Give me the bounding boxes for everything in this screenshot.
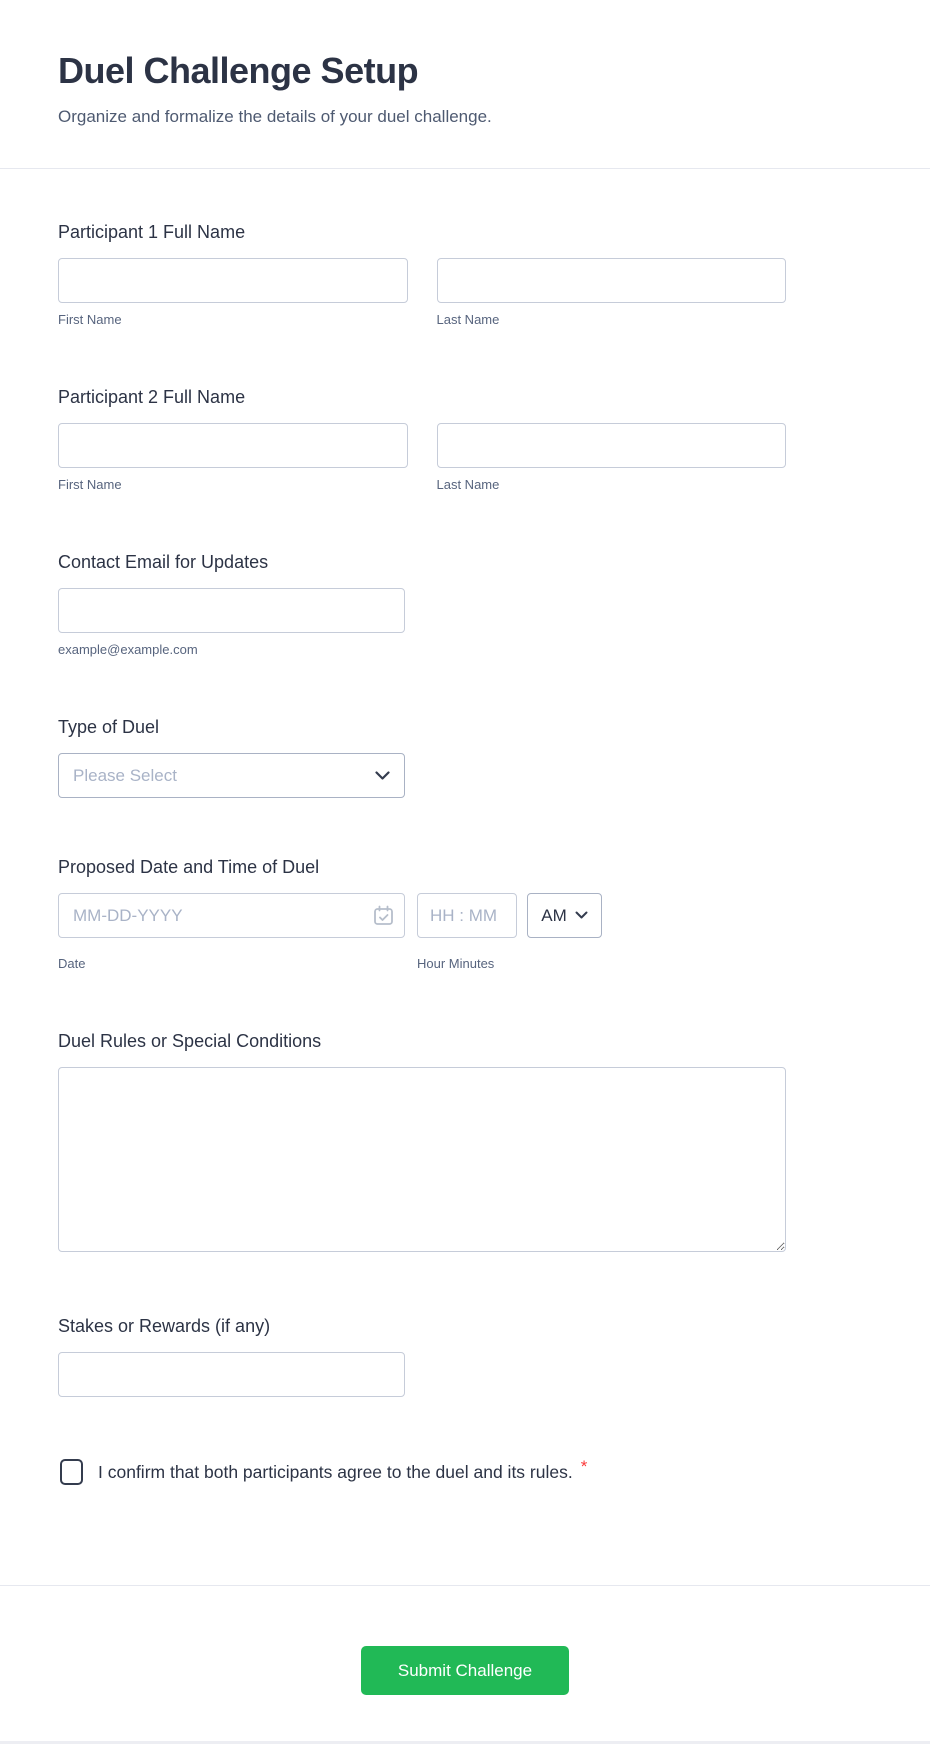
- email-sublabel: example@example.com: [58, 642, 198, 657]
- consent-label: I confirm that both participants agree to the duel and its rules.: [98, 1461, 573, 1482]
- required-asterisk: *: [580, 1457, 588, 1476]
- question-label: Type of Duel: [58, 717, 160, 737]
- calendar-icon: [373, 905, 394, 926]
- calendar-picker-button[interactable]: [373, 905, 394, 926]
- question-label: Participant 2 Full Name: [58, 387, 246, 407]
- form-header: [0, 0, 930, 169]
- participant2-last-name-input[interactable]: [437, 423, 787, 468]
- participant2-first-name-input[interactable]: [58, 423, 408, 468]
- last-name-sublabel: Last Name: [436, 477, 500, 492]
- last-name-col: [437, 423, 787, 493]
- date-field-wrap: [58, 893, 405, 938]
- first-name-sublabel: First Name: [58, 477, 122, 492]
- question-duel-rules: [58, 1030, 872, 1257]
- page-subtitle: Organize and formalize the details of your duel challenge.: [58, 107, 492, 126]
- question-label: Contact Email for Updates: [58, 552, 269, 572]
- time-sublabel: Hour Minutes: [417, 956, 495, 971]
- name-grid: [58, 423, 786, 493]
- duel-rules-textarea[interactable]: [58, 1067, 786, 1252]
- question-stakes: [58, 1315, 872, 1397]
- first-name-col: [58, 258, 408, 328]
- date-sublabel: Date: [58, 956, 86, 971]
- participant1-last-name-input[interactable]: [437, 258, 787, 303]
- date-time-row: [58, 893, 872, 938]
- stakes-input[interactable]: [58, 1352, 405, 1397]
- ampm-selected-value: AM: [541, 905, 567, 925]
- question-participant2-name: [58, 386, 872, 493]
- question-date-time: [58, 856, 872, 972]
- question-label: Duel Rules or Special Conditions: [58, 1031, 322, 1051]
- question-duel-type: [58, 716, 872, 798]
- first-name-sublabel: First Name: [58, 312, 122, 327]
- first-name-col: [58, 423, 408, 493]
- consent-checkbox[interactable]: [60, 1459, 83, 1485]
- date-time-sublabels: [58, 947, 872, 972]
- name-grid: [58, 258, 786, 328]
- question-contact-email: [58, 551, 872, 658]
- question-label: Participant 1 Full Name: [58, 222, 246, 242]
- last-name-col: [437, 258, 787, 328]
- participant1-first-name-input[interactable]: [58, 258, 408, 303]
- ampm-select[interactable]: [527, 893, 602, 938]
- question-label: Stakes or Rewards (if any): [58, 1316, 271, 1336]
- last-name-sublabel: Last Name: [436, 312, 500, 327]
- email-input[interactable]: [58, 588, 405, 633]
- email-col: [58, 588, 405, 658]
- chevron-down-icon: [575, 911, 588, 920]
- form-body: [0, 169, 930, 1485]
- duel-type-selected-value: Please Select: [73, 765, 177, 785]
- consent-row: [60, 1459, 872, 1485]
- question-participant1-name: [58, 221, 872, 328]
- question-label: Proposed Date and Time of Duel: [58, 857, 320, 877]
- form-footer: [0, 1585, 930, 1695]
- chevron-down-icon: [375, 771, 390, 781]
- page-title: Duel Challenge Setup: [58, 50, 419, 91]
- submit-challenge-button[interactable]: Submit Challenge: [361, 1646, 569, 1695]
- date-input[interactable]: [58, 893, 405, 938]
- duel-type-select[interactable]: [58, 753, 405, 798]
- time-input[interactable]: [417, 893, 517, 938]
